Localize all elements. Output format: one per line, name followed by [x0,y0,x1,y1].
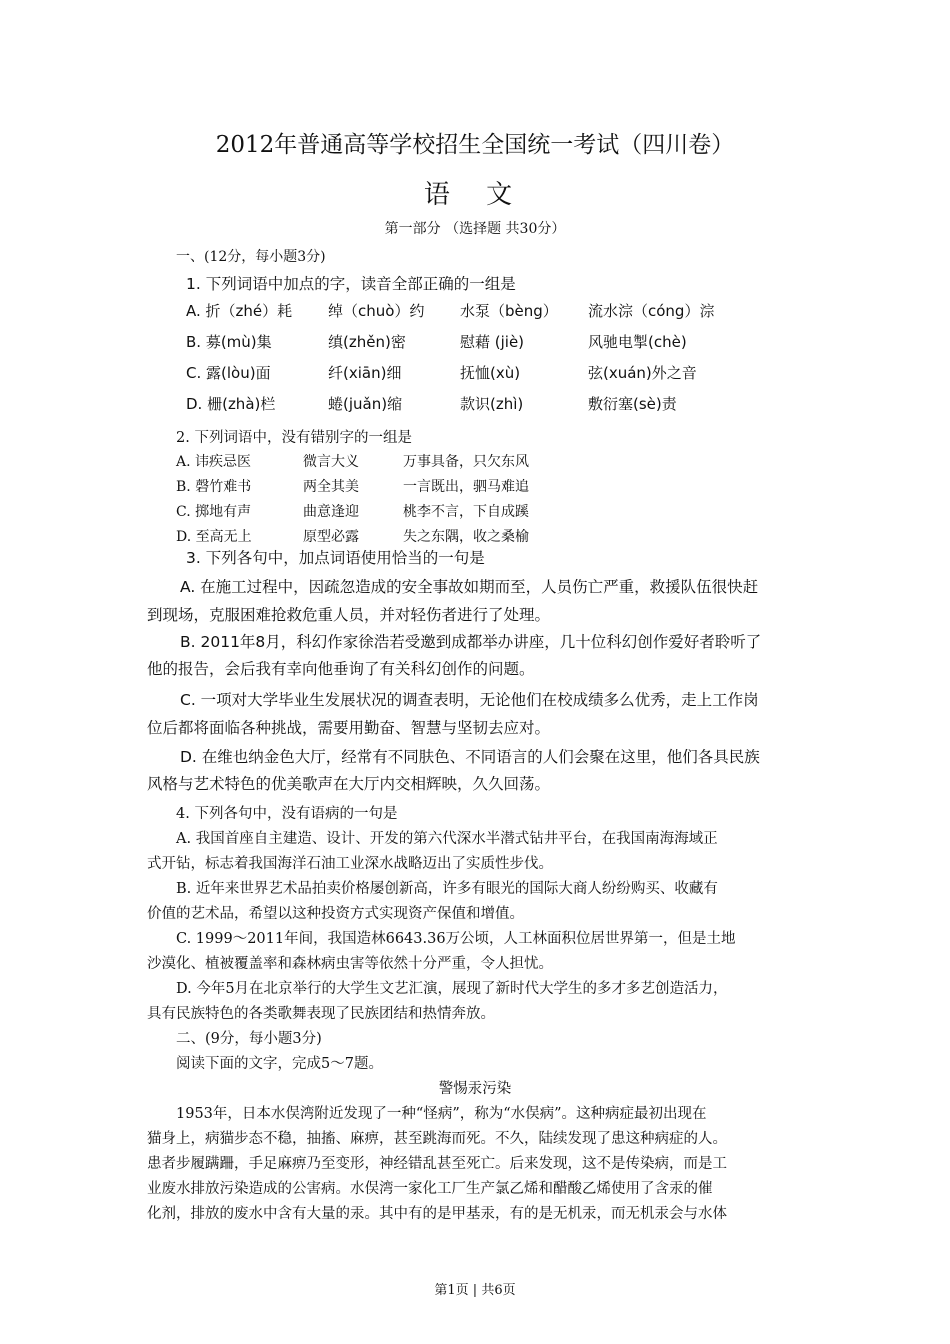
q1-option-d-1: D. 栅(zhà)栏 [186,395,276,413]
q1-stem: 1. 下列词语中加点的字，读音全部正确的一组是 [186,275,516,293]
section2-instruction: 阅读下面的文字，完成5～7题。 [176,1056,383,1072]
q2-option-c-1: C. 掷地有声 [176,504,252,520]
q2-option-b-2: 两全其美 [303,479,359,495]
q3-line: C. 一项对大学毕业生发展状况的调查表明，无论他们在校成绩多么优秀，走上工作岗 [180,691,759,709]
q3-line: B. 2011年8月，科幻作家徐浩若受邀到成都举办讲座，几十位科幻创作爱好者聆听了 [180,633,762,651]
article-line: 业废水排放污染造成的公害病。水俣湾一家化工厂生产氯乙烯和醋酸乙烯使用了含汞的催 [147,1181,713,1197]
q4-line: 沙漠化、植被覆盖率和森林病虫害等依然十分严重，令人担忧。 [147,956,553,972]
q4-line: 具有民族特色的各类歌舞表现了民族团结和热情奔放。 [147,1006,495,1022]
q3-line: D. 在维也纳金色大厅，经常有不同肤色、不同语言的人们会聚在这里，他们各具民族 [180,748,760,766]
q1-option-b-1: B. 募(mù)集 [186,333,272,351]
q3-stem: 3. 下列各句中，加点词语使用恰当的一句是 [186,549,485,567]
article-line: 化剂，排放的废水中含有大量的汞。其中有的是甲基汞，有的是无机汞，而无机汞会与水体 [147,1206,727,1222]
q1-option-b-4: 风驰电掣(chè) [588,333,687,351]
q2-option-c-3: 桃李不言，下自成蹊 [403,504,529,520]
section1-heading: 一、(12分，每小题3分) [176,249,326,265]
part-heading: 第一部分 （选择题 共30分） [384,221,566,237]
q2-option-b-1: B. 磬竹难书 [176,479,252,495]
q1-option-d-2: 蜷(juǎn)缩 [328,395,403,413]
q1-option-c-2: 纤(xiān)细 [328,364,402,382]
q4-line: 式开钻，标志着我国海洋石油工业深水战略迈出了实质性步伐。 [147,856,553,872]
q2-option-a-1: A. 讳疾忌医 [176,454,252,470]
q2-option-a-2: 微言大义 [303,454,359,470]
q1-option-a-3: 水泵（bèng） [460,302,558,320]
q4-line: 价值的艺术品，希望以这种投资方式实现资产保值和增值。 [147,906,524,922]
q1-option-b-2: 缜(zhěn)密 [328,333,406,351]
article-line: 患者步履蹒跚，手足麻痹乃至变形，神经错乱甚至死亡。后来发现，这不是传染病，而是工 [147,1156,727,1172]
q3-line: 到现场，克服困难抢救危重人员，并对轻伤者进行了处理。 [147,606,551,624]
q4-line: D. 今年5月在北京举行的大学生文艺汇演，展现了新时代大学生的多才多艺创造活力， [176,981,728,997]
exam-title: 2012年普通高等学校招生全国统一考试（四川卷） [215,132,735,158]
q3-line: A. 在施工过程中，因疏忽造成的安全事故如期而至，人员伤亡严重，救援队伍很快赶 [180,578,759,596]
q2-option-c-2: 曲意逢迎 [303,504,359,520]
section2-heading: 二、(9分，每小题3分) [176,1031,322,1047]
q2-option-d-2: 原型必露 [303,529,359,545]
article-line: 1953年，日本水俣湾附近发现了一种“怪病”，称为“水俣病”。这种病症最初出现在 [176,1106,707,1122]
q3-line: 风格与艺术特色的优美歌声在大厅内交相辉映，久久回荡。 [147,775,551,793]
q4-stem: 4. 下列各句中，没有语病的一句是 [176,806,398,822]
q4-line: B. 近年来世界艺术品拍卖价格屡创新高，许多有眼光的国际大商人纷纷购买、收藏有 [176,881,718,897]
q2-stem: 2. 下列词语中，没有错别字的一组是 [176,430,412,446]
q1-option-c-3: 抚恤(xù) [460,364,521,382]
article-line: 猫身上，病猫步态不稳，抽搐、麻痹，甚至跳海而死。不久，陆续发现了患这种病症的人。 [147,1131,727,1147]
subject-title: 语 文 [423,180,527,210]
q1-option-c-1: C. 露(lòu)面 [186,364,271,382]
q2-option-a-3: 万事具备，只欠东风 [403,454,529,470]
q4-line: A. 我国首座自主建造、设计、开发的第六代深水半潜式钻井平台，在我国南海海域正 [176,831,718,847]
q4-line: C. 1999～2011年间，我国造林6643.36万公顷，人工林面积位居世界第一，但是土地 [176,931,736,947]
q3-line: 位后都将面临各种挑战，需要用勤奋、智慧与坚韧去应对。 [147,719,551,737]
q2-option-d-1: D. 至高无上 [176,529,252,545]
q1-option-d-4: 敷衍塞(sè)责 [588,395,677,413]
q1-option-a-1: A. 折（zhé）耗 [186,302,293,320]
q1-option-a-4: 流水淙（cóng）淙 [588,302,715,320]
q1-option-d-3: 款识(zhì) [460,395,524,413]
q1-option-c-4: 弦(xuán)外之音 [588,364,697,382]
q2-option-b-3: 一言既出，驷马难追 [403,479,529,495]
q1-option-b-3: 慰藉 (jiè) [460,333,525,351]
q2-option-d-3: 失之东隅，收之桑榆 [403,529,529,545]
article-title: 警惕汞污染 [438,1081,512,1097]
q3-line: 他的报告，会后我有幸向他垂询了有关科幻创作的问题。 [147,660,535,678]
page-number: 第1页 | 共6页 [434,1283,516,1298]
q1-option-a-2: 绰（chuò）约 [328,302,425,320]
